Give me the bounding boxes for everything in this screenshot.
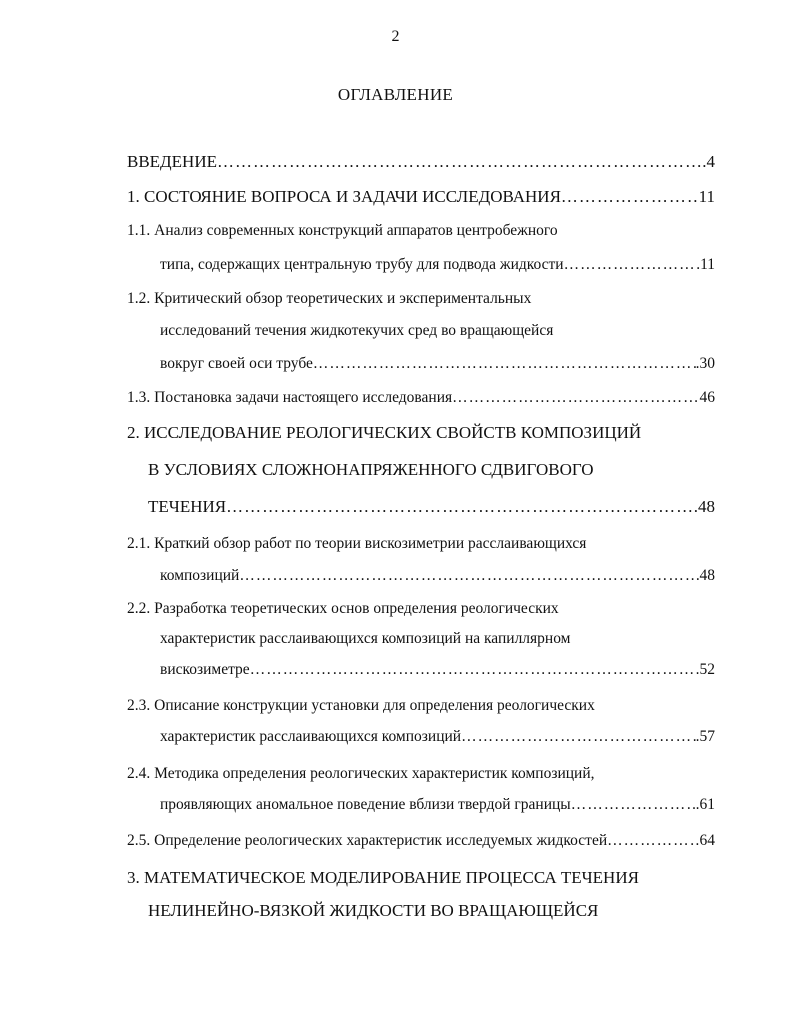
toc-entry-chapter-2-line2[interactable]: В УСЛОВИЯХ СЛОЖНОНАПРЯЖЕННОГО СДВИГОВОГО <box>148 460 594 479</box>
toc-entry-1-2-line2[interactable]: исследований течения жидкотекучих сред во вращающейся <box>160 322 554 339</box>
leader-dots <box>226 497 694 517</box>
toc-entry-1-1-line2[interactable]: типа, содержащих центральную трубу для подвода жидкости …………………………………………………………………………………………………………………………………………………………………………………… 11 <box>160 256 715 274</box>
toc-entry-2-2-line2[interactable]: характеристик расслаивающихся композиций на капиллярном <box>160 630 571 647</box>
toc-entry-2-2-line1[interactable]: 2.2. Разработка теоретических основ определения реологических <box>127 600 559 617</box>
toc-entry-chapter-2-line1[interactable]: 2. ИССЛЕДОВАНИЕ РЕОЛОГИЧЕСКИХ СВОЙСТВ КОМПОЗИЦИЙ <box>127 423 642 442</box>
toc-entry-2-1-line1[interactable]: 2.1. Краткий обзор работ по теории вискозиметрии расслаивающихся <box>127 535 587 552</box>
toc-entry-1-2-line1[interactable]: 1.2. Критический обзор теоретических и экспериментальных <box>127 290 532 307</box>
toc-entry-1-1-line1[interactable]: 1.1. Анализ современных конструкций аппаратов центробежного <box>127 222 558 239</box>
toc-entry-2-3-line2[interactable]: характеристик расслаивающихся композиций …………………………………………………………………………………………………………………………………………………………………………………… .57 <box>160 728 715 746</box>
toc-entry-chapter-3-line1[interactable]: 3. МАТЕМАТИЧЕСКОЕ МОДЕЛИРОВАНИЕ ПРОЦЕССА ТЕЧЕНИЯ <box>127 868 639 887</box>
toc-entry-2-3-line1[interactable]: 2.3. Описание конструкции установки для определения реологических <box>127 697 595 714</box>
leader-dots <box>452 389 699 407</box>
leader-dots <box>217 152 702 172</box>
leader-dots <box>571 796 696 814</box>
toc-entry-chapter-1[interactable]: 1. СОСТОЯНИЕ ВОПРОСА И ЗАДАЧИ ИССЛЕДОВАНИЯ …………………………………………………………………………………………………………………………………………………………………………………… 11 <box>127 187 715 207</box>
leader-dots <box>461 728 696 746</box>
leader-dots <box>250 661 696 679</box>
toc-entry-2-5[interactable]: 2.5. Определение реологических характеристик исследуемых жидкостей …………………………………………………………………………………………………………………………………………………………………………………… 64 <box>127 832 715 850</box>
toc-entry-2-4-line1[interactable]: 2.4. Методика определения реологических характеристик композиций, <box>127 765 595 782</box>
toc-entry-2-4-line2[interactable]: проявляющих аномальное поведение вблизи твердой границы …………………………………………………………………………………………………………………………………………………………………………………… .61 <box>160 796 715 814</box>
toc-entry-chapter-2-line3[interactable]: ТЕЧЕНИЯ …………………………………………………………………………………………………………………………………………………………………………………… .48 <box>148 497 715 517</box>
leader-dots <box>561 187 699 207</box>
leader-dots <box>239 567 699 585</box>
leader-dots <box>313 355 696 373</box>
page-title: ОГЛАВЛЕНИЕ <box>337 85 454 104</box>
toc-entry-1-2-line3[interactable]: вокруг своей оси трубе …………………………………………………………………………………………………………………………………………………………………………………… .30 <box>160 355 715 373</box>
leader-dots <box>607 832 699 850</box>
toc-entry-2-2-line3[interactable]: вискозиметре …………………………………………………………………………………………………………………………………………………………………………………… .52 <box>160 661 715 679</box>
leader-dots <box>564 256 700 274</box>
toc-entry-2-1-line2[interactable]: композиций …………………………………………………………………………………………………………………………………………………………………………………… 48 <box>160 567 715 585</box>
toc-entry-1-3[interactable]: 1.3. Постановка задачи настоящего исследования …………………………………………………………………………………………………………………………………………………………………………………… 46 <box>127 389 715 407</box>
page-number: 2 <box>391 28 400 45</box>
toc-entry-intro[interactable]: ВВЕДЕНИЕ …………………………………………………………………………………………………………………………………………………………………………………… .4 <box>127 152 715 172</box>
toc-entry-chapter-3-line2[interactable]: НЕЛИНЕЙНО-ВЯЗКОЙ ЖИДКОСТИ ВО ВРАЩАЮЩЕЙСЯ <box>148 901 599 920</box>
